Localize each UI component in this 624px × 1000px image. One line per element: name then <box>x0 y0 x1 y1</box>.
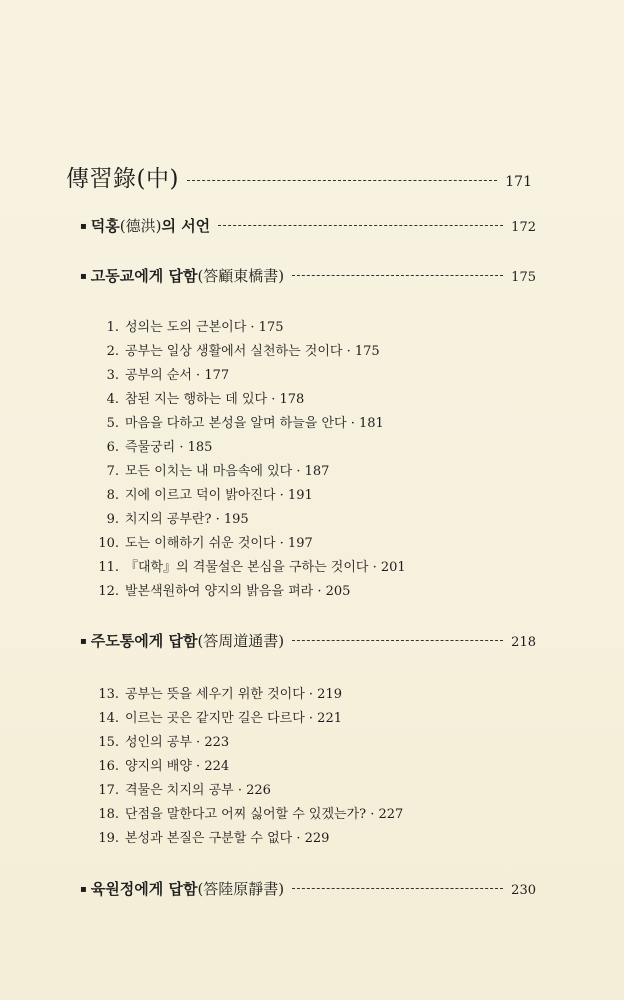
toc-entry: 9. 치지의 공부란? · 195 <box>106 512 249 527</box>
toc-entry: 7. 모든 이치는 내 마음속에 있다 · 187 <box>106 464 330 479</box>
toc-section-heading <box>80 878 536 899</box>
section-title: 육원정에게 답함(答陸原靜書) <box>90 880 285 898</box>
toc-section-heading <box>80 265 536 286</box>
section-page-number: 172 <box>511 220 536 235</box>
toc-entry: 16. 양지의 배양 · 224 <box>98 759 230 774</box>
dot-leader <box>292 640 503 641</box>
toc-entry: 2. 공부는 일상 생활에서 실천하는 것이다 · 175 <box>106 344 380 359</box>
toc-entry: 5. 마음을 다하고 본성을 알며 하늘을 안다 · 181 <box>106 416 384 431</box>
section-title: 덕홍(德洪)의 서언 <box>90 217 211 235</box>
toc-entry: 6. 즉물궁리 · 185 <box>106 440 213 455</box>
dot-leader <box>187 180 497 181</box>
bullet-icon: ▪ <box>80 271 87 282</box>
toc-entry: 15. 성인의 공부 · 223 <box>98 735 230 750</box>
bullet-icon: ▪ <box>80 221 87 232</box>
toc-entry: 17. 격물은 치지의 공부 · 226 <box>98 783 271 798</box>
toc-entry: 14. 이르는 곳은 같지만 길은 다르다 · 221 <box>98 711 342 726</box>
section-page-number: 218 <box>511 635 536 650</box>
bullet-icon: ▪ <box>80 636 87 647</box>
section-title: 주도통에게 답함(答周道通書) <box>90 632 285 650</box>
toc-entry: 18. 단점을 말한다고 어찌 싫어할 수 있겠는가? · 227 <box>98 807 404 822</box>
dot-leader <box>218 225 503 226</box>
toc-entry: 12. 발본색원하여 양지의 밝음을 펴라 · 205 <box>98 584 351 599</box>
dot-leader <box>292 888 503 889</box>
toc-part-heading <box>66 160 532 193</box>
toc-entry: 3. 공부의 순서 · 177 <box>106 368 230 383</box>
dot-leader <box>292 275 503 276</box>
section-page-number: 230 <box>511 883 536 898</box>
toc-section-heading <box>80 630 536 651</box>
toc-entry: 10. 도는 이해하기 쉬운 것이다 · 197 <box>98 536 313 551</box>
section-page-number: 175 <box>511 270 536 285</box>
toc-entry: 11. 『대학』의 격물설은 본심을 구하는 것이다 · 201 <box>98 560 406 575</box>
toc-entry: 19. 본성과 본질은 구분할 수 없다 · 229 <box>98 831 330 846</box>
bullet-icon: ▪ <box>80 884 87 895</box>
part-title: 傳習錄(中) <box>66 166 179 192</box>
toc-section-heading <box>80 215 536 236</box>
toc-entry: 8. 지에 이르고 덕이 밝아진다 · 191 <box>106 488 313 503</box>
toc-entry: 13. 공부는 뜻을 세우기 위한 것이다 · 219 <box>98 687 342 702</box>
toc-entry: 4. 참된 지는 행하는 데 있다 · 178 <box>106 392 305 407</box>
part-page-number: 171 <box>505 174 532 190</box>
section-title: 고동교에게 답함(答顧東橋書) <box>90 267 285 285</box>
toc-entry: 1. 성의는 도의 근본이다 · 175 <box>106 320 284 335</box>
